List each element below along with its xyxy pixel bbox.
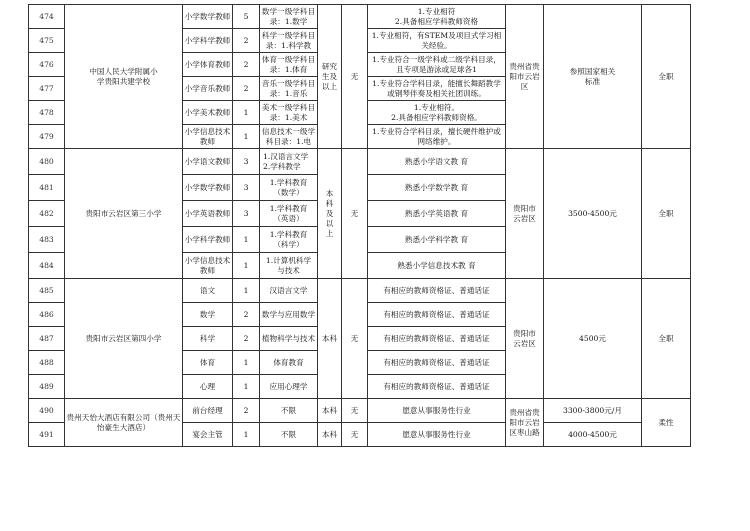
post-name: 小学美术教师	[183, 101, 233, 125]
headcount: 1	[233, 375, 260, 399]
major: 不限	[260, 423, 318, 447]
headcount: 2	[233, 399, 260, 423]
headcount: 5	[233, 5, 260, 29]
job-nature: 柔性	[642, 399, 691, 447]
major: 数学一级学科目录：1.数学	[260, 5, 318, 29]
table-row	[29, 149, 691, 175]
recruitment-table-page	[28, 4, 690, 447]
requirement: 熟悉小学信息技术教 育	[368, 253, 506, 279]
school-name: 贵阳市云岩区第四小学	[65, 279, 183, 399]
row-number: 486	[29, 303, 65, 327]
age-limit: 无	[342, 149, 368, 279]
post-name: 小学信息技术教师	[183, 125, 233, 149]
post-name: 宴会主管	[183, 423, 233, 447]
work-location: 贵阳市云岩区	[506, 279, 544, 399]
requirement: 有相应的教师资格证、普通话证	[368, 375, 506, 399]
post-name: 心理	[183, 375, 233, 399]
post-name: 小学信息技术教师	[183, 253, 233, 279]
row-number: 489	[29, 375, 65, 399]
row-number: 476	[29, 53, 65, 77]
education: 本科	[318, 399, 342, 423]
major: 数学与应用数学	[260, 303, 318, 327]
major: 1.汉语言文学 2.学科教学	[260, 149, 318, 175]
requirement: 有相应的教师资格证、普通话证	[368, 327, 506, 351]
row-number: 490	[29, 399, 65, 423]
requirement: 有相应的教师资格证、普通话证	[368, 303, 506, 327]
job-nature: 全职	[642, 5, 691, 149]
major: 体育一级学科目录：1.体育	[260, 53, 318, 77]
major: 音乐一级学科目录：1.音乐	[260, 77, 318, 101]
requirement: 1.专业相符，有STEM及项目式学习相关经验。	[368, 29, 506, 53]
salary: 4500元	[544, 279, 642, 399]
row-number: 480	[29, 149, 65, 175]
school-name: 贵阳市云岩区第三小学	[65, 149, 183, 279]
row-number: 478	[29, 101, 65, 125]
headcount: 1	[233, 279, 260, 303]
headcount: 2	[233, 303, 260, 327]
age-limit: 无	[342, 5, 368, 149]
row-number: 484	[29, 253, 65, 279]
requirement: 1.专业相符 2.具备相应学科教师资格	[368, 5, 506, 29]
headcount: 2	[233, 327, 260, 351]
headcount: 3	[233, 201, 260, 227]
post-name: 小学体育教师	[183, 53, 233, 77]
row-number: 482	[29, 201, 65, 227]
age-limit: 无	[342, 279, 368, 399]
post-name: 语文	[183, 279, 233, 303]
headcount: 2	[233, 29, 260, 53]
headcount: 1	[233, 227, 260, 253]
post-name: 小学音乐教师	[183, 77, 233, 101]
work-location: 贵州省贵阳市云岩区	[506, 5, 544, 149]
requirement: 1.专业符合学科目录，擅长硬件维护或网络维护。	[368, 125, 506, 149]
education: 本科	[318, 279, 342, 399]
major: 应用心理学	[260, 375, 318, 399]
headcount: 3	[233, 175, 260, 201]
recruitment-table	[28, 4, 691, 447]
headcount: 1	[233, 253, 260, 279]
row-number: 477	[29, 77, 65, 101]
row-number: 475	[29, 29, 65, 53]
requirement: 熟悉小学数学教 育	[368, 175, 506, 201]
major: 科学一级学科目录：1.科学教	[260, 29, 318, 53]
row-number: 479	[29, 125, 65, 149]
headcount: 1	[233, 351, 260, 375]
table-row	[29, 5, 691, 29]
headcount: 2	[233, 53, 260, 77]
school-name: 贵州天怡大酒店有限公司（贵州天怡豪生大酒店）	[65, 399, 183, 447]
requirement: 熟悉小学语文教 育	[368, 149, 506, 175]
requirement: 愿意从事服务性行业	[368, 423, 506, 447]
row-number: 485	[29, 279, 65, 303]
post-name: 小学语文教师	[183, 149, 233, 175]
post-name: 小学英语教师	[183, 201, 233, 227]
major: 1.计算机科学与技术	[260, 253, 318, 279]
requirement: 1.专业符合一级学科或二级学科目录，且专项是游泳或足球各1	[368, 53, 506, 77]
headcount: 3	[233, 149, 260, 175]
post-name: 数学	[183, 303, 233, 327]
post-name: 小学数学教师	[183, 5, 233, 29]
row-number: 474	[29, 5, 65, 29]
major: 体育教育	[260, 351, 318, 375]
major: 美术一级学科目录：1.美术	[260, 101, 318, 125]
table-row	[29, 279, 691, 303]
table-row	[29, 399, 691, 423]
row-number: 488	[29, 351, 65, 375]
education: 本科及以上	[318, 149, 342, 279]
post-name: 小学数学教师	[183, 175, 233, 201]
age-limit: 无	[342, 423, 368, 447]
major: 信息技术一级学科目录：1.电	[260, 125, 318, 149]
job-nature: 全职	[642, 279, 691, 399]
age-limit: 无	[342, 399, 368, 423]
requirement: 熟悉小学科学教 育	[368, 227, 506, 253]
row-number: 487	[29, 327, 65, 351]
job-nature: 全职	[642, 149, 691, 279]
post-name: 前台经理	[183, 399, 233, 423]
requirement: 愿意从事服务性行业	[368, 399, 506, 423]
salary: 4000-4500元	[544, 423, 642, 447]
headcount: 1	[233, 423, 260, 447]
post-name: 体育	[183, 351, 233, 375]
post-name: 小学科学教师	[183, 29, 233, 53]
post-name: 小学科学教师	[183, 227, 233, 253]
work-location: 贵阳市云岩区	[506, 149, 544, 279]
salary: 参照国家相关标准	[544, 5, 642, 149]
major: 1.学科教育（数学）	[260, 175, 318, 201]
row-number: 483	[29, 227, 65, 253]
headcount: 2	[233, 77, 260, 101]
headcount: 1	[233, 101, 260, 125]
requirement: 有相应的教师资格证、普通话证	[368, 279, 506, 303]
major: 1.学科教育（英语）	[260, 201, 318, 227]
salary: 3500-4500元	[544, 149, 642, 279]
education: 本科	[318, 423, 342, 447]
requirement: 有相应的教师资格证、普通话证	[368, 351, 506, 375]
education: 研究生及以上	[318, 5, 342, 149]
requirement: 1.专业相符。 2.具备相应学科教师资格。	[368, 101, 506, 125]
headcount: 1	[233, 125, 260, 149]
school-name: 中国人民大学附属小学贵阳共建学校	[65, 5, 183, 149]
work-location: 贵州省贵阳市云岩区枣山路	[506, 399, 544, 447]
major: 汉语言文学	[260, 279, 318, 303]
post-name: 科学	[183, 327, 233, 351]
requirement: 熟悉小学英语教 育	[368, 201, 506, 227]
major: 1.学科教育（科学）	[260, 227, 318, 253]
row-number: 481	[29, 175, 65, 201]
salary: 3300-3800元/月	[544, 399, 642, 423]
requirement: 1.专业符合学科目录，能擅长舞蹈教学或钢琴伴奏及相关社团训练。	[368, 77, 506, 101]
row-number: 491	[29, 423, 65, 447]
major: 不限	[260, 399, 318, 423]
major: 植物科学与技术	[260, 327, 318, 351]
